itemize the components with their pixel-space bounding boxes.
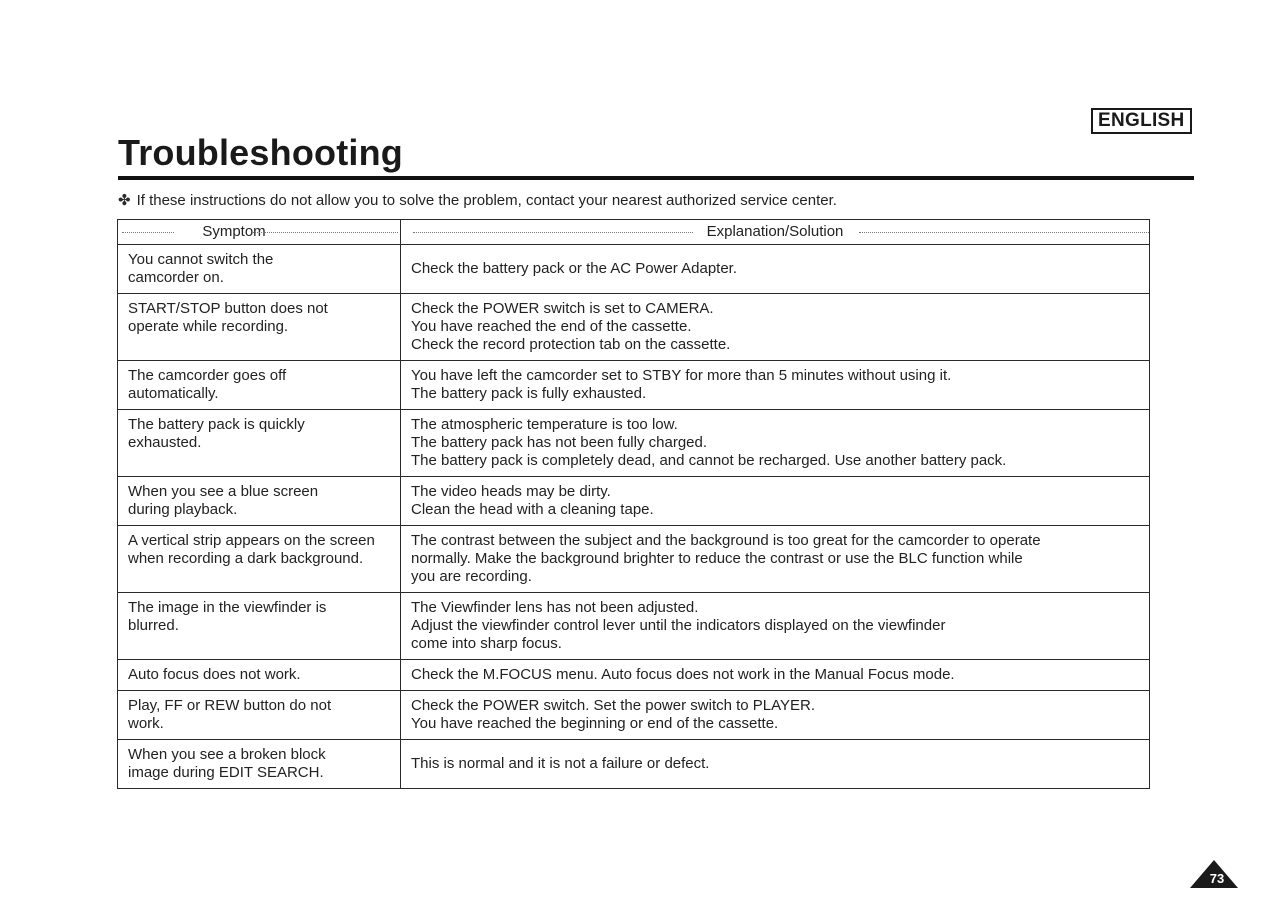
table-row [118, 294, 1150, 361]
table-body [118, 245, 1150, 789]
solution-line: Check the record protection tab on the cassette. [411, 336, 731, 353]
symptom-line: exhausted. [128, 434, 202, 451]
solution-line: The Viewfinder lens has not been adjusted. [411, 599, 699, 616]
solution-cell [401, 691, 1150, 740]
symptom-line: The battery pack is quickly [128, 416, 305, 433]
header-dot-leader [122, 232, 174, 233]
symptom-line: during playback. [128, 501, 238, 518]
solution-line: come into sharp focus. [411, 635, 562, 652]
symptom-line: image during EDIT SEARCH. [128, 764, 324, 781]
solution-line: Adjust the viewfinder control lever until the indicators displayed on the viewfinder [411, 617, 946, 634]
symptom-cell [118, 245, 401, 294]
table-row [118, 526, 1150, 593]
solution-line: The contrast between the subject and the background is too great for the camcorder to operate [411, 532, 1041, 549]
solution-line: This is normal and it is not a failure or defect. [411, 755, 710, 772]
symptom-line: when recording a dark background. [128, 550, 364, 567]
symptom-line: work. [128, 715, 164, 732]
symptom-cell [118, 593, 401, 660]
solution-line: Check the M.FOCUS menu. Auto focus does not work in the Manual Focus mode. [411, 666, 955, 683]
table-row [118, 740, 1150, 789]
solution-line: Clean the head with a cleaning tape. [411, 501, 654, 518]
symptom-line: You cannot switch the [128, 251, 274, 268]
symptom-line: operate while recording. [128, 318, 289, 335]
solution-line: The video heads may be dirty. [411, 483, 611, 500]
page-number: 73 [1209, 871, 1225, 886]
symptom-cell [118, 477, 401, 526]
table-header-row [118, 220, 1150, 245]
note-bullet-icon: ✤ [118, 192, 131, 209]
symptom-line: Auto focus does not work. [128, 666, 301, 683]
column-header-symptom: Symptom [118, 220, 401, 245]
symptom-line: Play, FF or REW button do not [128, 697, 332, 714]
symptom-cell [118, 294, 401, 361]
solution-line: you are recording. [411, 568, 532, 585]
header-dot-leader [413, 232, 693, 233]
symptom-line: automatically. [128, 385, 219, 402]
solution-cell [401, 361, 1150, 410]
page-title: Troubleshooting [118, 132, 403, 173]
table-row [118, 660, 1150, 691]
title-divider [118, 176, 1194, 180]
intro-note-text: If these instructions do not allow you to solve the problem, contact your nearest authorized service center. [136, 192, 837, 209]
header-dot-leader [859, 232, 1149, 233]
solution-cell [401, 294, 1150, 361]
table-row [118, 593, 1150, 660]
symptom-cell [118, 660, 401, 691]
solution-line: normally. Make the background brighter to reduce the contrast or use the BLC function while [411, 550, 1023, 567]
solution-cell [401, 245, 1150, 294]
solution-line: The atmospheric temperature is too low. [411, 416, 678, 433]
symptom-line: camcorder on. [128, 269, 224, 286]
solution-line: The battery pack is completely dead, and cannot be recharged. Use another battery pack. [411, 452, 1007, 469]
solution-cell [401, 477, 1150, 526]
symptom-line: The camcorder goes off [128, 367, 287, 384]
symptom-cell [118, 526, 401, 593]
symptom-cell [118, 740, 401, 789]
table-row [118, 477, 1150, 526]
language-badge: ENGLISH [1091, 108, 1192, 134]
intro-note [118, 192, 837, 210]
table-row [118, 691, 1150, 740]
symptom-line: START/STOP button does not [128, 300, 328, 317]
solution-cell [401, 410, 1150, 477]
solution-cell [401, 526, 1150, 593]
table-row [118, 245, 1150, 294]
solution-line: Check the POWER switch is set to CAMERA. [411, 300, 714, 317]
column-header-solution: Explanation/Solution [401, 220, 1150, 245]
symptom-line: blurred. [128, 617, 179, 634]
solution-line: The battery pack is fully exhausted. [411, 385, 647, 402]
solution-line: You have reached the end of the cassette. [411, 318, 692, 335]
symptom-line: The image in the viewfinder is [128, 599, 327, 616]
symptom-line: When you see a broken block [128, 746, 326, 763]
solution-line: Check the battery pack or the AC Power Adapter. [411, 260, 738, 277]
solution-cell [401, 740, 1150, 789]
solution-cell [401, 660, 1150, 691]
symptom-cell [118, 410, 401, 477]
table-row [118, 410, 1150, 477]
header-dot-leader [253, 232, 398, 233]
table-row [118, 361, 1150, 410]
solution-line: The battery pack has not been fully charged. [411, 434, 708, 451]
solution-line: You have left the camcorder set to STBY for more than 5 minutes without using it. [411, 367, 952, 384]
troubleshooting-table [117, 219, 1150, 789]
solution-cell [401, 593, 1150, 660]
solution-line: You have reached the beginning or end of the cassette. [411, 715, 779, 732]
solution-line: Check the POWER switch. Set the power switch to PLAYER. [411, 697, 816, 714]
symptom-cell [118, 691, 401, 740]
symptom-line: When you see a blue screen [128, 483, 319, 500]
symptom-cell [118, 361, 401, 410]
symptom-line: A vertical strip appears on the screen [128, 532, 375, 549]
